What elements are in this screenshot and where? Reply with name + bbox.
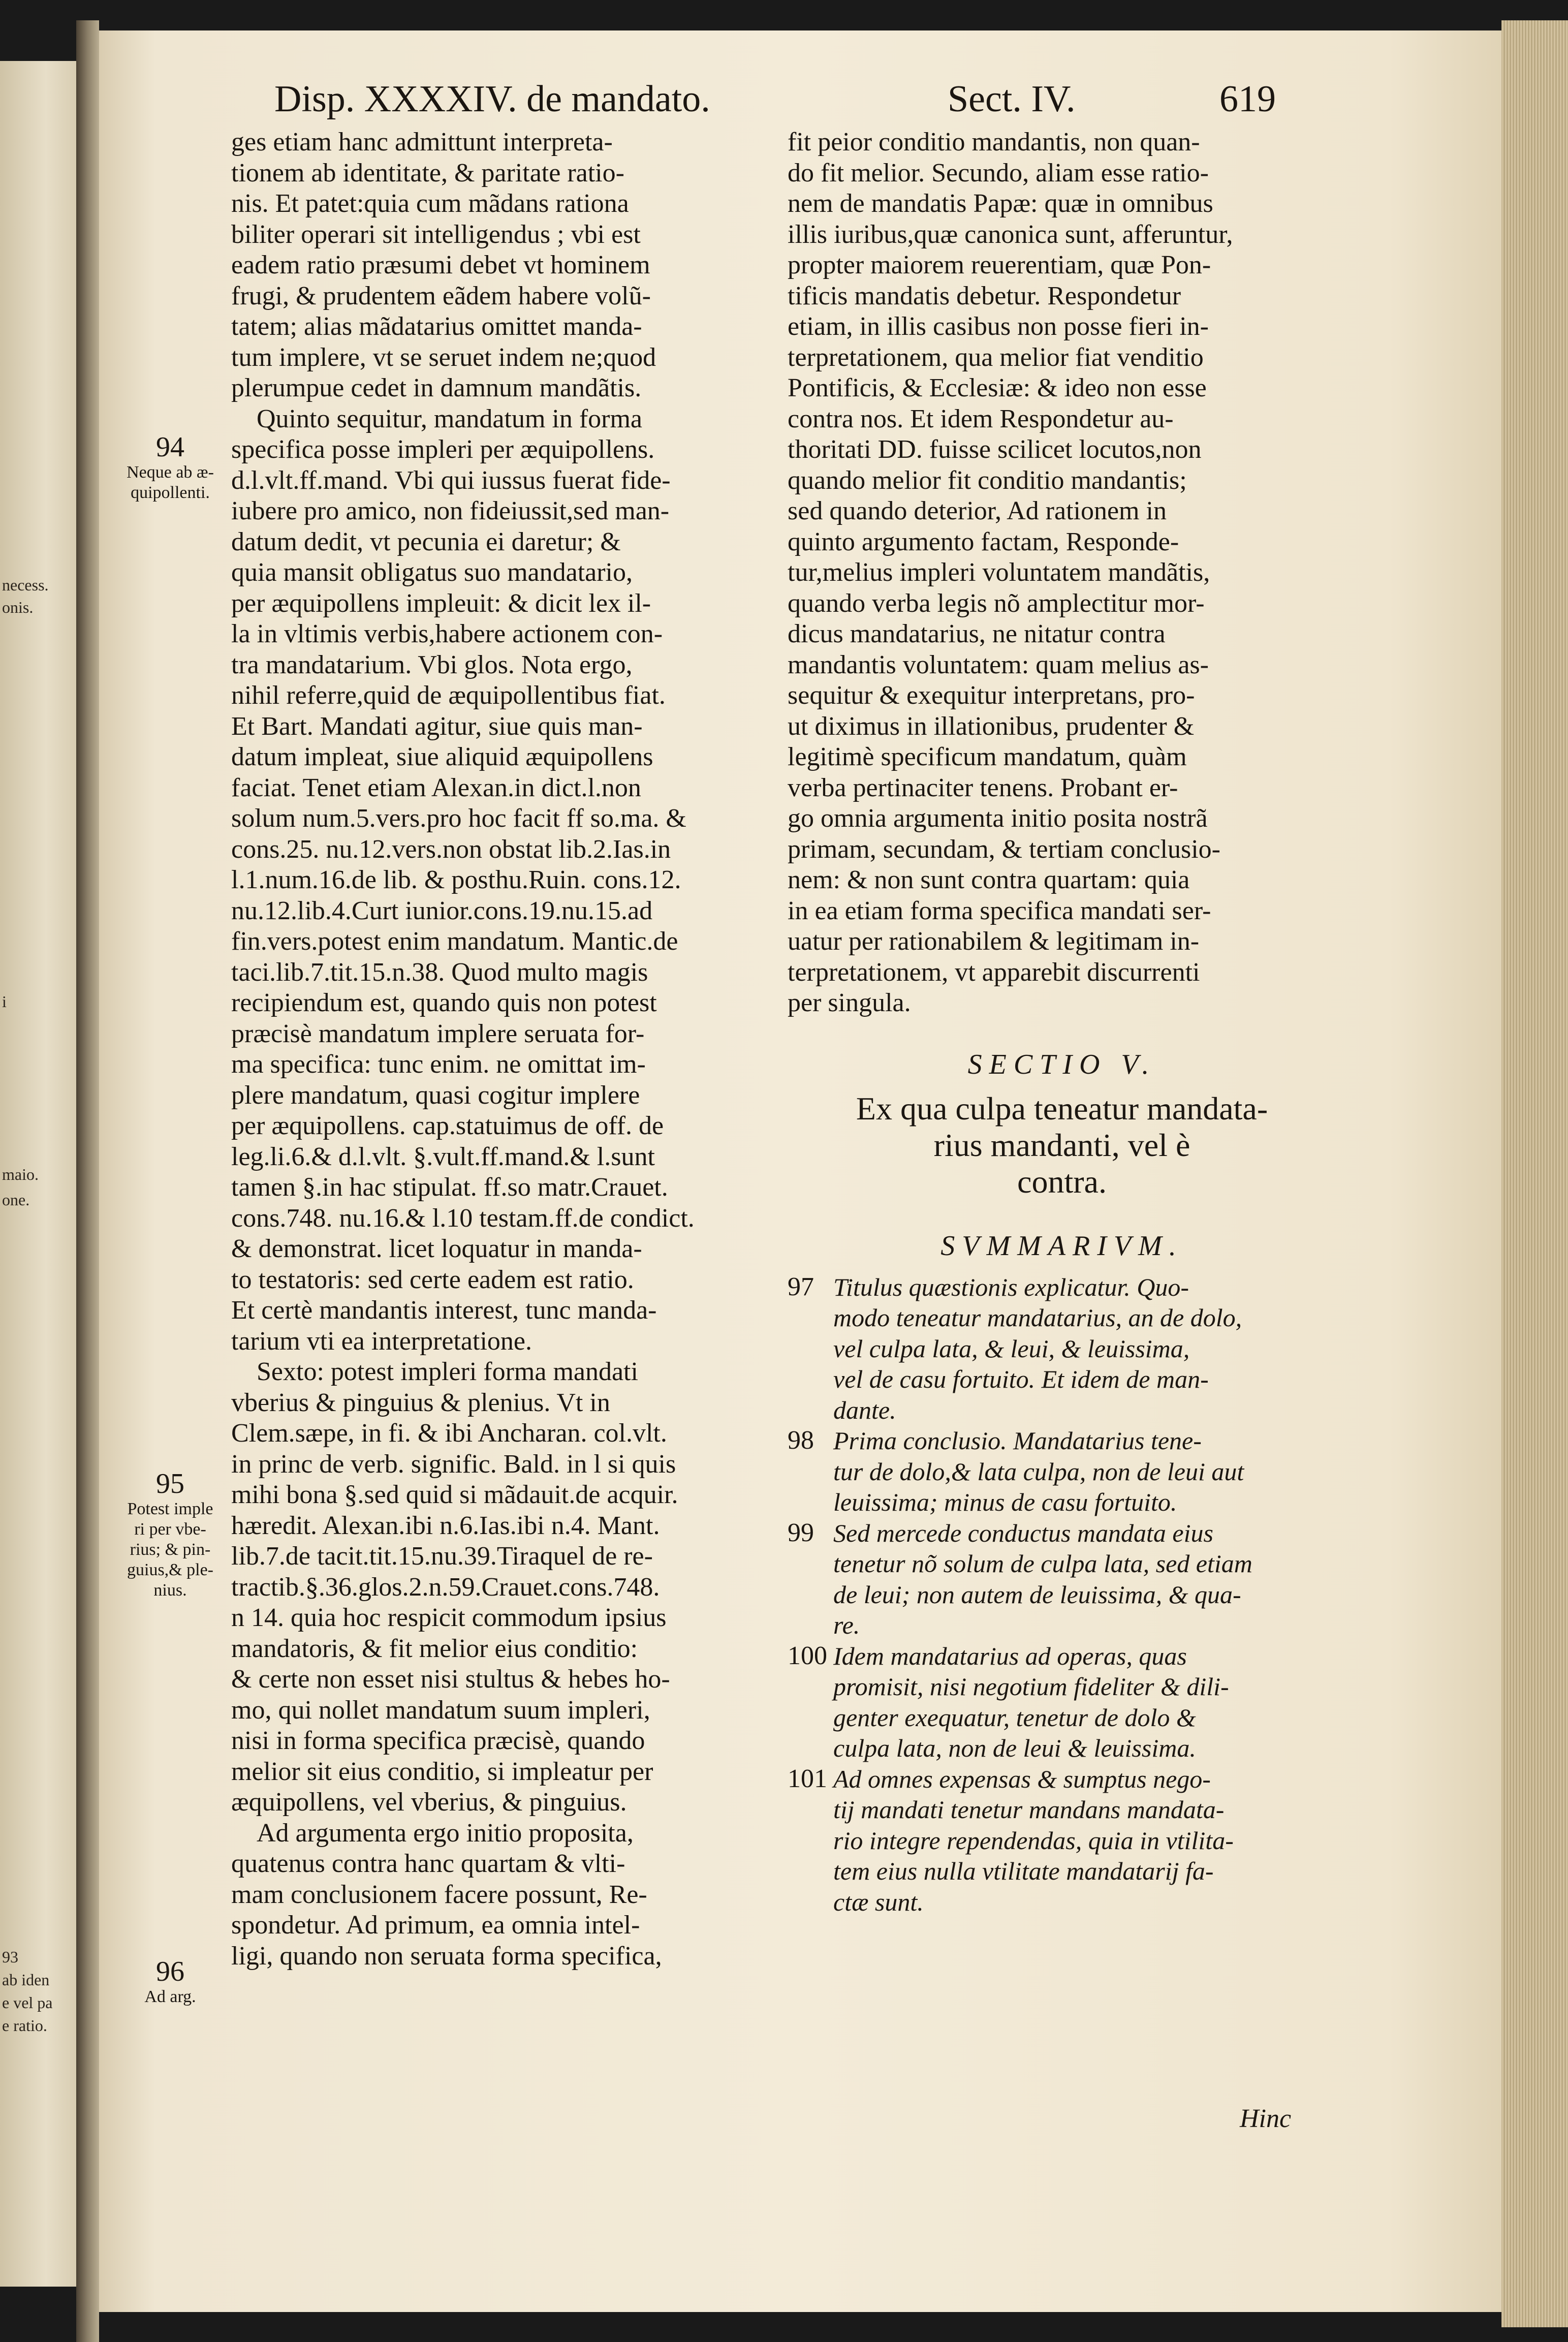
previous-page-note: one. [2, 1191, 30, 1209]
summary-text-line: ctæ sunt. [833, 1887, 924, 1916]
text-line: solum num.5.vers.pro hoc facit ff so.ma. & [231, 804, 686, 833]
text-line: per æquipollens impleuit: & dicit lex il- [231, 588, 651, 618]
text-line: & demonstrat. licet loquatur in manda- [231, 1234, 642, 1263]
text-line: propter maiorem reuerentiam, quæ Pon- [788, 251, 1211, 279]
summary-text-line: genter exequatur, tenetur de dolo & [833, 1703, 1196, 1732]
text-line: dicus mandatarius, ne nitatur contra [788, 619, 1166, 648]
text-line: tum implere, vt se seruet indem ne;quod [231, 342, 656, 372]
text-line: nis. Et patet:quia cum mãdans rationa [231, 189, 629, 218]
text-line: nem de mandatis Papæ: quæ in omnibus [788, 189, 1213, 218]
text-line: biliter operari sit intelligendus ; vbi est [231, 220, 641, 249]
text-line: Clem.sæpe, in fi. & ibi Ancharan. col.vlt. [231, 1419, 667, 1448]
previous-page-note: e vel pa [2, 1993, 53, 2012]
text-line: nu.12.lib.4.Curt iunior.cons.19.nu.15.ad [231, 896, 653, 925]
summary-item [788, 1764, 1336, 1918]
summary-number: 100 [788, 1641, 827, 1670]
text-line: per æquipollens. cap.statuimus de off. de [231, 1111, 664, 1140]
text-line: mandatoris, & fit melior eius conditio: [231, 1634, 638, 1663]
previous-page-note: ab iden [2, 1971, 50, 1989]
text-line: ut diximus in illationibus, prudenter & [788, 711, 1195, 741]
text-line: tatem; alias mãdatarius omittet manda- [231, 312, 642, 341]
text-line: contra nos. Et idem Respondetur au- [788, 404, 1174, 433]
text-line: melior sit eius conditio, si impleatur per [231, 1757, 653, 1786]
text-line: go omnia argumenta initio posita nostrã [788, 804, 1208, 833]
section-title-line: Ex qua culpa teneatur mandata- [856, 1090, 1268, 1127]
text-line: mihi bona §.sed quid si mãdauit.de acquir. [231, 1480, 678, 1509]
text-line: fit peior conditio mandantis, non quan- [788, 128, 1200, 157]
text-line: & certe non esset nisi stultus & hebes ho- [231, 1665, 670, 1694]
summary-list [788, 1272, 1336, 1918]
summary-text-line: rio integre rependendas, quia in vtilita- [833, 1826, 1234, 1855]
text-line: n 14. quia hoc respicit commodum ipsius [231, 1603, 667, 1632]
text-line: sed quando deterior, Ad rationem in [788, 496, 1167, 525]
text-line: faciat. Tenet etiam Alexan.in dict.l.non [231, 773, 641, 802]
text-line: taci.lib.7.tit.15.n.38. Quod multo magis [231, 957, 648, 987]
margin-note [117, 1956, 224, 2007]
summary-text-line: dante. [833, 1395, 896, 1424]
text-line: quia mansit obligatus suo mandatario, [231, 558, 633, 587]
text-line: do fit melior. Secundo, aliam esse ratio- [788, 158, 1209, 188]
section-head: Sect. IV. [948, 78, 1076, 120]
summary-label: SVMMARIVM. [940, 1231, 1183, 1262]
book-gutter [76, 20, 99, 2342]
text-line: Et certè mandantis interest, tunc manda- [231, 1296, 657, 1325]
margin-note-text: rius; & pin- [130, 1540, 211, 1559]
text-line: primam, secundam, & tertiam conclusio- [788, 834, 1220, 864]
summary-text-line: Sed mercede conductus mandata eius [833, 1518, 1213, 1547]
text-line: spondetur. Ad primum, ea omnia intel- [231, 1911, 640, 1940]
margin-note [117, 1469, 224, 1601]
summary-item [788, 1425, 1336, 1518]
text-line: tificis mandatis debetur. Respondetur [788, 281, 1181, 310]
summary-text-line: promisit, nisi negotium fideliter & dili- [833, 1672, 1229, 1701]
text-line: recipiendum est, quando quis non potest [231, 988, 657, 1017]
margin-note-text: Neque ab æ- [127, 463, 214, 482]
text-line: præcisè mandatum implere seruata for- [231, 1019, 645, 1048]
text-line: per singula. [788, 988, 911, 1017]
margin-note-text: Potest imple [127, 1500, 213, 1518]
text-line: nisi in forma specifica præcisè, quando [231, 1726, 645, 1755]
summary-text-line: vel culpa lata, & leui, & leuissima, [833, 1334, 1190, 1363]
text-line: thoritati DD. fuisse scilicet locutos,non [788, 435, 1202, 464]
text-line: terpretationem, qua melior fiat venditio [788, 342, 1204, 372]
text-line: eadem ratio præsumi debet vt hominem [231, 251, 650, 279]
text-line: quando melior fit conditio mandantis; [788, 465, 1187, 495]
text-line: terpretationem, vt apparebit discurrenti [788, 957, 1200, 987]
previous-page-note: maio. [2, 1165, 39, 1183]
text-line: cons.748. nu.16.& l.10 testam.ff.de condict. [231, 1203, 695, 1233]
right-column-text [788, 127, 1336, 1019]
summary-text-line: de leui; non autem de leuissima, & qua- [833, 1580, 1241, 1609]
summary-text-line: tenetur nõ solum de culpa lata, sed etiam [833, 1549, 1252, 1578]
text-line: in princ de verb. signific. Bald. in l si quis [231, 1449, 676, 1479]
summary-text-line: culpa lata, non de leui & leuissima. [833, 1734, 1196, 1762]
text-line: nem: & non sunt contra quartam: quia [788, 865, 1190, 894]
text-line: d.l.vlt.ff.mand. Vbi qui iussus fuerat fide- [231, 465, 671, 495]
summary-text-line: Titulus quæstionis explicatur. Quo- [833, 1272, 1189, 1301]
text-line: mam conclusionem facere possunt, Re- [231, 1880, 647, 1909]
summary-text-line: modo teneatur mandatarius, an de dolo, [833, 1303, 1242, 1332]
text-line: Sexto: potest impleri forma mandati [257, 1357, 638, 1386]
summary-item [788, 1641, 1336, 1764]
margin-note-number: 94 [156, 431, 184, 463]
text-line: uatur per rationabilem & legitimam in- [788, 927, 1200, 956]
text-line: cons.25. nu.12.vers.non obstat lib.2.Ias.in [231, 834, 671, 864]
text-line: sequitur & exequitur interpretans, pro- [788, 681, 1195, 710]
text-line: in ea etiam forma specifica mandati ser- [788, 896, 1211, 925]
margin-note-text: nius. [153, 1581, 187, 1600]
section-label: SECTIO V. [967, 1049, 1156, 1080]
page-number: 619 [1219, 78, 1276, 120]
summary-number: 98 [788, 1426, 814, 1455]
text-line: lib.7.de tacit.tit.15.nu.39.Tiraquel de re- [231, 1542, 653, 1571]
text-line: to testatoris: sed certe eadem est ratio. [231, 1265, 634, 1294]
summary-text-line: re. [833, 1611, 860, 1639]
text-line: verba pertinaciter tenens. Probant er- [788, 773, 1178, 802]
summary-text-line: Prima conclusio. Mandatarius tene- [833, 1426, 1202, 1455]
margin-note [117, 432, 224, 503]
text-line: vberius & pinguius & plenius. Vt in [231, 1388, 610, 1417]
margin-note-text: Ad arg. [144, 1987, 196, 2006]
text-line: quinto argumento factam, Responde- [788, 527, 1179, 556]
text-line: Quinto sequitur, mandatum in forma [257, 404, 643, 433]
text-line: mandantis voluntatem: quam melius as- [788, 650, 1209, 679]
text-line: ligi, quando non seruata forma specifica, [231, 1941, 662, 1971]
summary-item [788, 1518, 1336, 1641]
text-line: ges etiam hanc admittunt interpreta- [231, 128, 613, 157]
text-line: illis iuribus,quæ canonica sunt, afferuntur, [788, 220, 1233, 249]
previous-page-note: i [2, 992, 7, 1011]
text-line: plere mandatum, quasi cogitur implere [231, 1080, 640, 1110]
summary-number: 99 [788, 1518, 814, 1547]
text-line: tur,melius impleri voluntatem mandãtis, [788, 558, 1210, 587]
text-line: specifica posse impleri per æquipollens. [231, 435, 655, 464]
margin-note-text: quipollenti. [131, 483, 210, 502]
summary-text-line: tur de dolo,& lata culpa, non de leui aut [833, 1457, 1244, 1486]
text-line: Pontificis, & Ecclesiæ: & ideo non esse [788, 373, 1207, 402]
text-line: Et Bart. Mandati agitur, siue quis man- [231, 711, 643, 741]
text-line: quatenus contra hanc quartam & vlti- [231, 1849, 625, 1878]
text-line: la in vltimis verbis,habere actionem con- [231, 619, 663, 648]
text-line: tarium vti ea interpretatione. [231, 1326, 532, 1356]
text-line: nihil referre,quid de æquipollentibus fiat. [231, 681, 666, 710]
section-title-line: rius mandanti, vel è [933, 1127, 1190, 1163]
catchword: Hinc [1240, 2104, 1292, 2133]
summary-text-line: leuissima; minus de casu fortuito. [833, 1488, 1177, 1516]
right-column [788, 127, 1336, 1917]
margin-note-text: guius,& ple- [127, 1560, 213, 1579]
page-edges [1501, 20, 1568, 2327]
summary-text-line: vel de casu fortuito. Et idem de man- [833, 1365, 1209, 1393]
text-line: iubere pro amico, non fideiussit,sed man- [231, 496, 670, 525]
text-line: Ad argumenta ergo initio proposita, [257, 1818, 634, 1848]
text-line: legitimè specificum mandatum, quàm [788, 742, 1187, 771]
text-line: mo, qui nollet mandatum suum impleri, [231, 1695, 650, 1725]
summary-number: 101 [788, 1764, 827, 1793]
text-line: tra mandatarium. Vbi glos. Nota ergo, [231, 650, 633, 679]
text-line: æquipollens, vel vberius, & pinguius. [231, 1788, 627, 1817]
text-line: tionem ab identitate, & paritate ratio- [231, 158, 624, 188]
text-line: hæredit. Alexan.ibi n.6.Ias.ibi n.4. Mant. [231, 1511, 660, 1540]
summary-text-line: Ad omnes expensas & sumptus nego- [833, 1764, 1211, 1793]
previous-page-note: 93 [2, 1948, 18, 1966]
text-line: leg.li.6.& d.l.vlt. §.vult.ff.mand.& l.sunt [231, 1142, 655, 1171]
summary-item [788, 1272, 1336, 1426]
summary-text-line: Idem mandatarius ad operas, quas [833, 1641, 1187, 1670]
text-line: plerumpue cedet in damnum mandãtis. [231, 373, 642, 402]
text-line: frugi, & prudentem eãdem habere volũ- [231, 281, 651, 310]
text-line: ma specifica: tunc enim. ne omittat im- [231, 1050, 646, 1079]
margin-note-text: ri per vbe- [134, 1520, 206, 1539]
previous-page-edge [0, 61, 76, 2287]
text-line: datum dedit, vt pecunia ei daretur; & [231, 527, 621, 556]
margin-note-number: 96 [156, 1956, 184, 1987]
margin-note-number: 95 [156, 1468, 184, 1500]
text-line: l.1.num.16.de lib. & posthu.Ruin. cons.12. [231, 865, 681, 894]
running-head: Disp. XXXXIV. de mandato. [274, 78, 710, 120]
previous-page-note: necess. [2, 576, 49, 594]
text-line: etiam, in illis casibus non posse fieri in- [788, 312, 1209, 341]
text-line: fin.vers.potest enim mandatum. Mantic.de [231, 927, 678, 956]
text-line: tractib.§.36.glos.2.n.59.Crauet.cons.748. [231, 1572, 660, 1602]
section-title-line: contra. [1017, 1163, 1107, 1200]
previous-page-note: e ratio. [2, 2016, 47, 2035]
summary-text-line: tij mandati tenetur mandans mandata- [833, 1795, 1225, 1824]
left-column [231, 127, 770, 1972]
text-line: quando verba legis nõ amplectitur mor- [788, 588, 1205, 618]
text-line: tamen §.in hac stipulat. ff.so matr.Crauet. [231, 1173, 668, 1202]
summary-text-line: tem eius nulla vtilitate mandatarij fa- [833, 1857, 1214, 1885]
previous-page-note: onis. [2, 598, 34, 616]
text-line: datum impleat, siue aliquid æquipollens [231, 742, 653, 771]
summary-number: 97 [788, 1272, 814, 1301]
